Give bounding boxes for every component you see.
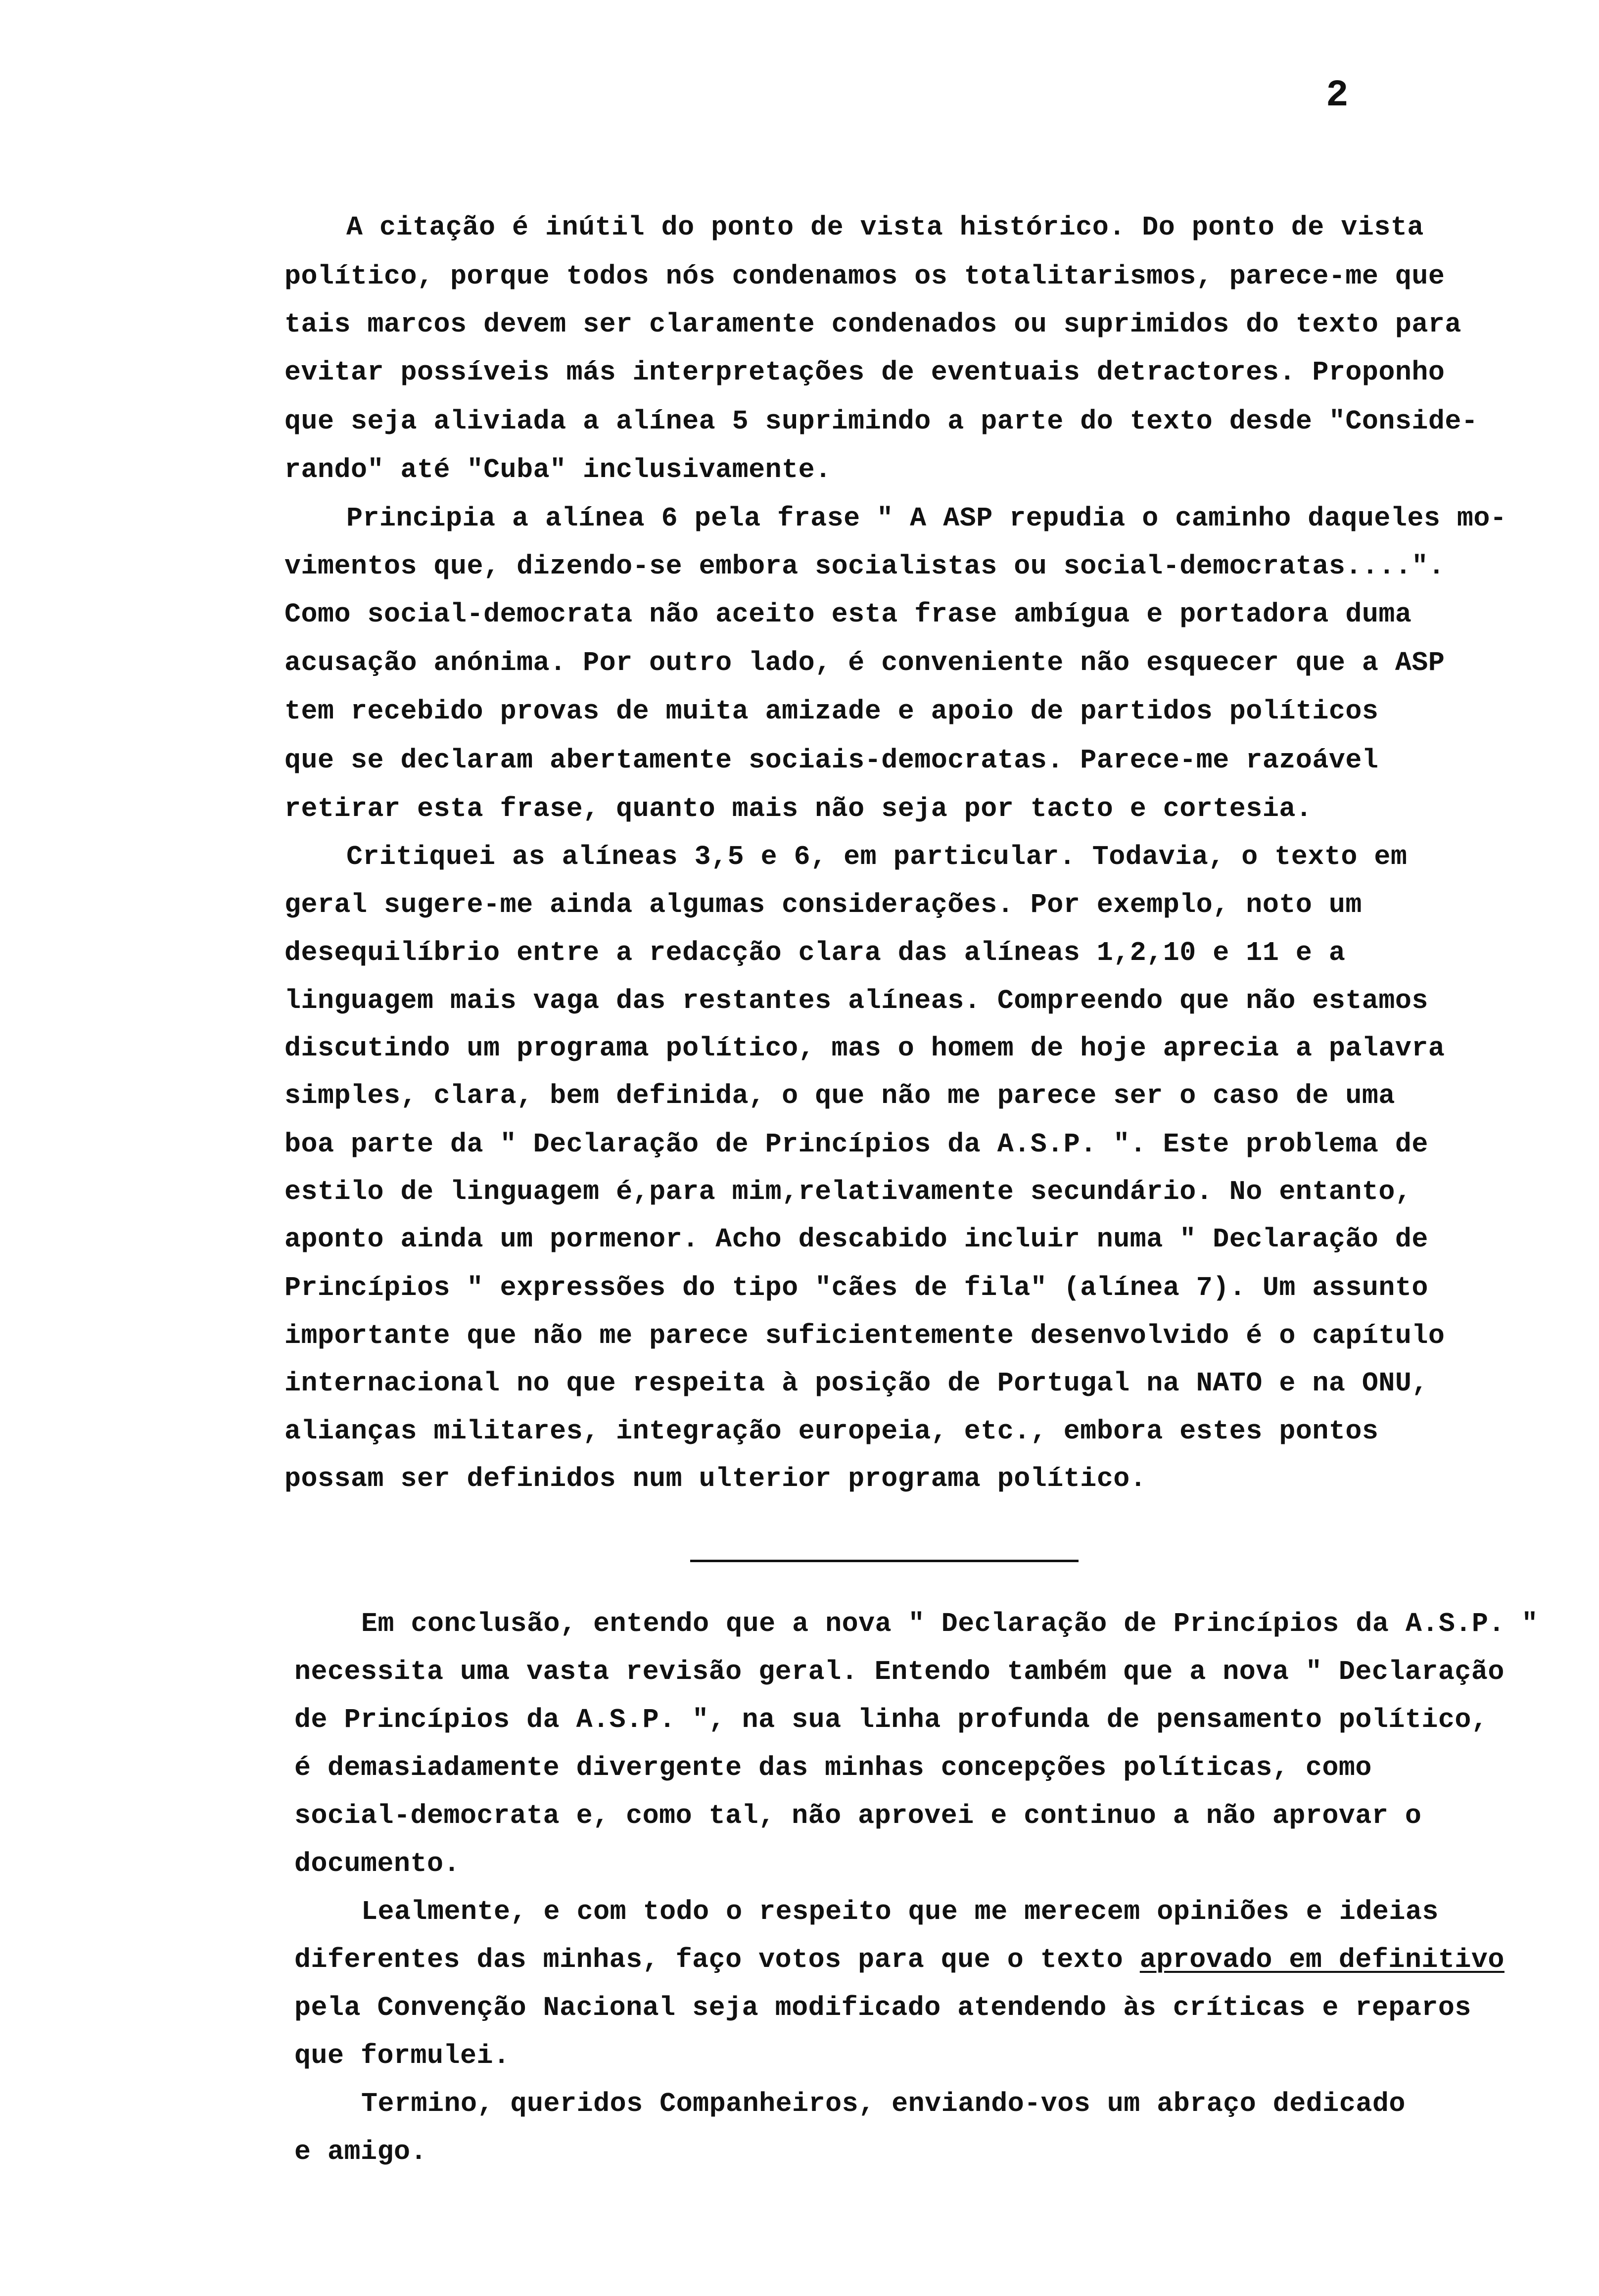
page-number: 2 [1326, 74, 1349, 117]
text-line: Princípios " expressões do tipo "cães de fila" (alínea 7). Um assunto [284, 1272, 1428, 1303]
text-line: de Princípios da A.S.P. ", na sua linha profunda de pensamento político, [294, 1704, 1488, 1735]
text-line: pela Convenção Nacional seja modificado atendendo às críticas e reparos [294, 1992, 1471, 2023]
text-line: e amigo. [294, 2136, 427, 2167]
text-line: vimentos que, dizendo-se embora socialistas ou social-democratas....". [284, 551, 1445, 582]
text-line: simples, clara, bem definida, o que não me parece ser o caso de uma [284, 1080, 1395, 1111]
text-line: tem recebido provas de muita amizade e apoio de partidos políticos [284, 696, 1379, 727]
text-line: Lealmente, e com todo o respeito que me merecem opiniões e ideias [361, 1896, 1439, 1927]
text-line: é demasiadamente divergente das minhas concepções políticas, como [294, 1752, 1372, 1783]
text-line: necessita uma vasta revisão geral. Entendo também que a nova " Declaração [294, 1656, 1505, 1687]
text-line: social-democrata e, como tal, não aprovei e continuo a não aprovar o [294, 1800, 1422, 1831]
text-line: político, porque todos nós condenamos os totalitarismos, parece-me que [284, 261, 1445, 292]
text-line: que seja aliviada a alínea 5 suprimindo a parte do texto desde "Conside- [284, 406, 1478, 437]
text-line: Principia a alínea 6 pela frase " A ASP repudia o caminho daqueles mo- [346, 503, 1507, 534]
underlined-phrase: aprovado em definitivo [1139, 1944, 1505, 1975]
text-line: rando" até "Cuba" inclusivamente. [284, 454, 832, 485]
text-line: acusação anónima. Por outro lado, é conveniente não esquecer que a ASP [284, 647, 1445, 678]
text-line: linguagem mais vaga das restantes alíneas. Compreendo que não estamos [284, 985, 1428, 1016]
text-line: internacional no que respeita à posição de Portugal na NATO e na ONU, [284, 1368, 1428, 1399]
text-line: que formulei. [294, 2040, 510, 2071]
text-line: Critiquei as alíneas 3,5 e 6, em particular. Todavia, o texto em [346, 841, 1408, 872]
text-line: possam ser definidos num ulterior programa político. [284, 1463, 1147, 1494]
text-line: discutindo um programa político, mas o homem de hoje aprecia a palavra [284, 1033, 1445, 1064]
text-line: tais marcos devem ser claramente condenados ou suprimidos do texto para [284, 309, 1461, 340]
text-line: alianças militares, integração europeia, etc., embora estes pontos [284, 1416, 1379, 1447]
text-line: desequilíbrio entre a redacção clara das alíneas 1,2,10 e 11 e a [284, 937, 1346, 968]
text-line: aponto ainda um pormenor. Acho descabido incluir numa " Declaração de [284, 1224, 1428, 1255]
text-line: estilo de linguagem é,para mim,relativamente secundário. No entanto, [284, 1176, 1412, 1207]
text-line: A citação é inútil do ponto de vista histórico. Do ponto de vista [346, 212, 1424, 243]
section-divider [690, 1560, 1079, 1562]
text-line: geral sugere-me ainda algumas considerações. Por exemplo, noto um [284, 889, 1362, 920]
text-line: que se declaram abertamente sociais-democratas. Parece-me razoável [284, 745, 1379, 776]
text-line: documento. [294, 1848, 461, 1879]
text-line: Termino, queridos Companheiros, enviando-vos um abraço dedicado [361, 2088, 1406, 2119]
text-line: Como social-democrata não aceito esta frase ambígua e portadora duma [284, 599, 1412, 630]
text-line: retirar esta frase, quanto mais não seja por tacto e cortesia. [284, 793, 1313, 824]
text-line: boa parte da " Declaração de Princípios da A.S.P. ". Este problema de [284, 1129, 1428, 1160]
line-prefix: diferentes das minhas, faço votos para que o texto [294, 1944, 1140, 1975]
text-line: Em conclusão, entendo que a nova " Declaração de Princípios da A.S.P. " [361, 1608, 1538, 1639]
text-line-with-underline [294, 1944, 1505, 1975]
text-line: evitar possíveis más interpretações de eventuais detractores. Proponho [284, 357, 1445, 388]
text-line: importante que não me parece suficientemente desenvolvido é o capítulo [284, 1320, 1445, 1351]
